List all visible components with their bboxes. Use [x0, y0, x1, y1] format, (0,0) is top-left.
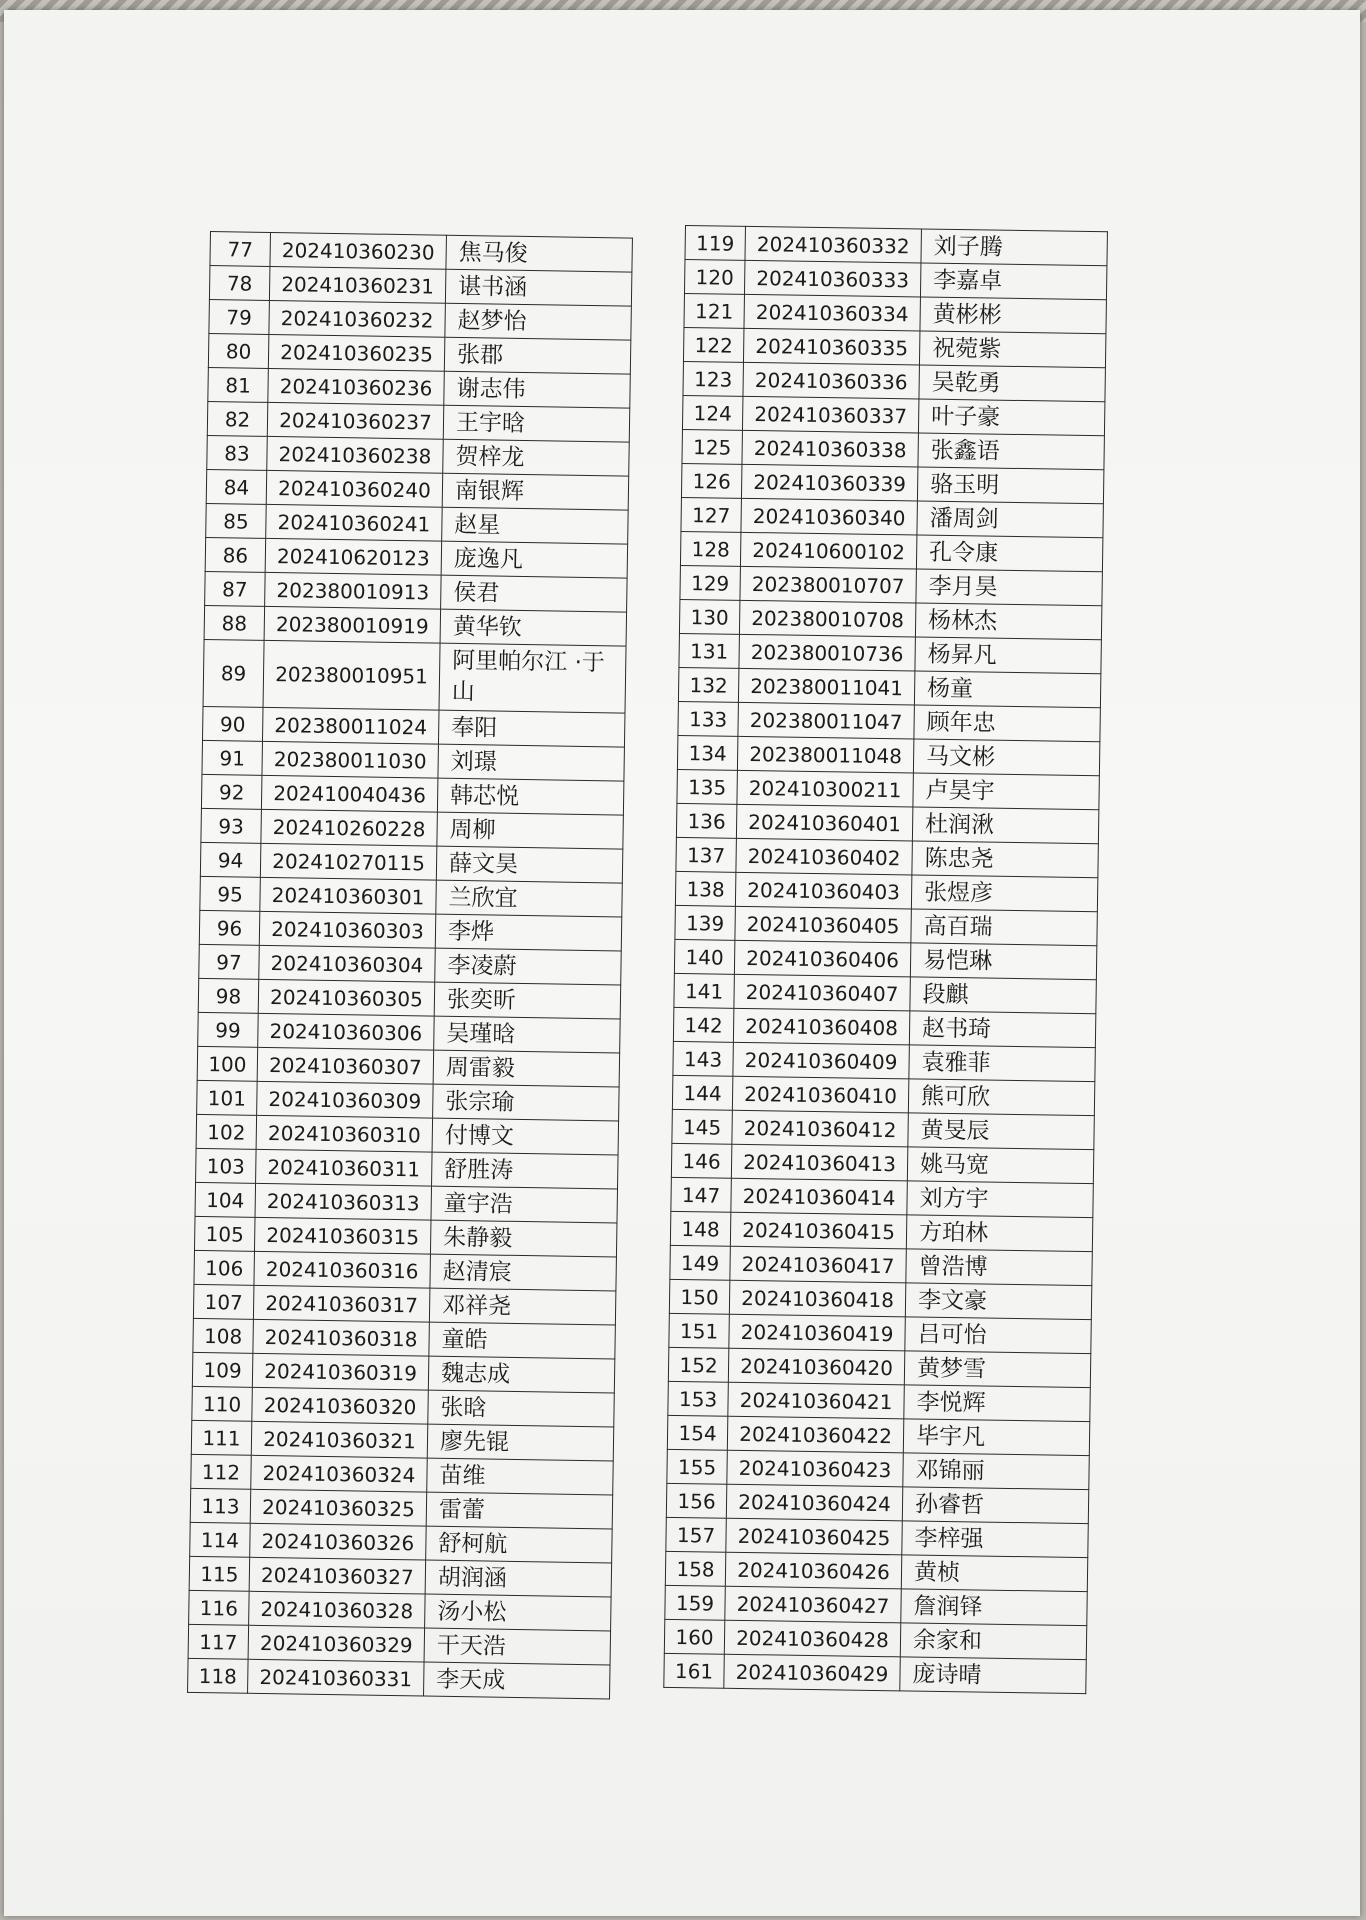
student-name-cell: 刘方宇 [907, 1181, 1093, 1218]
student-name-cell: 张宗瑜 [433, 1084, 620, 1121]
student-id-cell: 202410260228 [261, 809, 438, 846]
student-name-cell: 李天成 [424, 1662, 611, 1699]
row-number-cell: 145 [672, 1109, 732, 1144]
row-number-cell: 92 [201, 774, 262, 809]
roster-table-left-body [188, 232, 633, 1699]
student-id-cell: 202410360420 [728, 1348, 904, 1385]
row-number-cell: 150 [669, 1279, 729, 1314]
row-number-cell: 127 [681, 497, 741, 532]
student-name-cell: 贺梓龙 [443, 439, 630, 476]
student-id-cell: 202410360324 [251, 1455, 428, 1492]
student-name-cell: 黄旻辰 [908, 1113, 1094, 1150]
student-name-cell: 赵书琦 [909, 1011, 1095, 1048]
row-number-cell: 123 [683, 361, 743, 396]
student-name-cell: 李凌蔚 [435, 948, 622, 985]
row-number-cell: 137 [676, 837, 736, 872]
student-name-cell: 吴乾勇 [919, 365, 1105, 402]
row-number-cell: 85 [206, 503, 267, 538]
student-name-cell: 杨童 [914, 671, 1100, 708]
row-number-cell: 149 [670, 1245, 730, 1280]
row-number-cell: 110 [192, 1386, 253, 1421]
student-id-cell: 202410360241 [266, 504, 443, 541]
student-name-cell: 谢志伟 [444, 371, 631, 408]
student-name-cell: 马文彬 [913, 739, 1099, 776]
student-name-cell: 黄彬彬 [920, 297, 1106, 334]
student-id-cell: 202410360305 [258, 979, 435, 1016]
row-number-cell: 144 [672, 1075, 732, 1110]
row-number-cell: 100 [197, 1046, 258, 1081]
student-id-cell: 202380011048 [737, 736, 913, 773]
student-name-cell: 阿里帕尔江 ·于山 [439, 643, 626, 713]
student-name-cell: 焦马俊 [446, 235, 633, 272]
row-number-cell: 148 [670, 1211, 730, 1246]
student-name-cell: 张奕昕 [434, 982, 621, 1019]
student-name-cell: 骆玉明 [917, 467, 1103, 504]
row-number-cell: 138 [675, 871, 735, 906]
student-id-cell: 202410360307 [257, 1047, 434, 1084]
student-name-cell: 刘璟 [438, 744, 625, 781]
row-number-cell: 96 [199, 910, 260, 945]
student-name-cell: 杨林杰 [915, 603, 1101, 640]
student-id-cell: 202410360406 [734, 940, 910, 977]
student-name-cell: 张煜彦 [911, 875, 1097, 912]
student-id-cell: 202380010736 [739, 634, 915, 671]
student-name-cell: 朱静毅 [430, 1220, 617, 1257]
row-number-cell: 133 [678, 701, 738, 736]
row-number-cell: 128 [680, 531, 740, 566]
student-id-cell: 202410360237 [267, 402, 444, 439]
row-number-cell: 99 [198, 1012, 259, 1047]
table-row [188, 1658, 610, 1699]
roster-table-right [663, 225, 1108, 1694]
student-name-cell: 余家和 [900, 1623, 1086, 1660]
row-number-cell: 155 [667, 1449, 727, 1484]
row-number-cell: 147 [671, 1177, 731, 1212]
student-id-cell: 202410360232 [269, 300, 446, 337]
row-number-cell: 154 [667, 1415, 727, 1450]
student-id-cell: 202410360335 [743, 328, 919, 365]
student-name-cell: 周雷毅 [433, 1050, 620, 1087]
row-number-cell: 107 [193, 1284, 254, 1319]
student-id-cell: 202410360336 [743, 362, 919, 399]
student-id-cell: 202410300211 [737, 770, 913, 807]
student-name-cell: 付博文 [432, 1118, 619, 1155]
row-number-cell: 152 [668, 1347, 728, 1382]
student-id-cell: 202410360238 [267, 436, 444, 473]
row-number-cell: 143 [673, 1041, 733, 1076]
student-id-cell: 202410360332 [745, 226, 921, 263]
row-number-cell: 122 [683, 327, 743, 362]
student-id-cell: 202410620123 [265, 538, 442, 575]
student-id-cell: 202410360231 [269, 266, 446, 303]
row-number-cell: 95 [200, 876, 261, 911]
student-name-cell: 童皓 [429, 1322, 616, 1359]
row-number-cell: 153 [668, 1381, 728, 1416]
student-id-cell: 202410360333 [744, 260, 920, 297]
student-id-cell: 202410360340 [741, 498, 917, 535]
row-number-cell: 146 [671, 1143, 731, 1178]
row-number-cell: 140 [674, 939, 734, 974]
row-number-cell: 109 [192, 1352, 253, 1387]
student-id-cell: 202380011024 [262, 707, 439, 744]
student-name-cell: 魏志成 [428, 1356, 615, 1393]
student-id-cell: 202410360427 [725, 1586, 901, 1623]
student-name-cell: 祝菀紫 [919, 331, 1105, 368]
student-id-cell: 202410360424 [726, 1484, 902, 1521]
student-id-cell: 202410360317 [253, 1285, 430, 1322]
row-number-cell: 141 [674, 973, 734, 1008]
student-id-cell: 202410600102 [740, 532, 916, 569]
student-id-cell: 202380011047 [738, 702, 914, 739]
student-name-cell: 姚马宽 [907, 1147, 1093, 1184]
student-name-cell: 邓祥尧 [429, 1288, 616, 1325]
student-id-cell: 202410360417 [730, 1246, 906, 1283]
student-name-cell: 李嘉卓 [920, 263, 1106, 300]
student-id-cell: 202410360419 [729, 1314, 905, 1351]
row-number-cell: 112 [191, 1454, 252, 1489]
student-id-cell: 202410360338 [742, 430, 918, 467]
row-number-cell: 91 [202, 740, 263, 775]
row-number-cell: 97 [199, 944, 260, 979]
row-number-cell: 111 [191, 1420, 252, 1455]
student-name-cell: 熊可欣 [908, 1079, 1094, 1116]
row-number-cell: 151 [669, 1313, 729, 1348]
student-name-cell: 干天浩 [424, 1628, 611, 1665]
student-id-cell: 202410360401 [736, 804, 912, 841]
row-number-cell: 88 [204, 605, 265, 640]
student-name-cell: 陈忠尧 [912, 841, 1098, 878]
student-name-cell: 张鑫语 [918, 433, 1104, 470]
row-number-cell: 160 [664, 1619, 724, 1654]
student-name-cell: 薛文昊 [436, 846, 623, 883]
student-name-cell: 赵梦怡 [445, 303, 632, 340]
student-id-cell: 202410360230 [270, 232, 447, 269]
student-name-cell: 舒柯航 [426, 1526, 613, 1563]
row-number-cell: 125 [682, 429, 742, 464]
roster-table-right-body [664, 226, 1108, 1694]
student-id-cell: 202410360311 [256, 1149, 433, 1186]
row-number-cell: 83 [207, 435, 268, 470]
row-number-cell: 157 [666, 1517, 726, 1552]
student-id-cell: 202410360313 [255, 1183, 432, 1220]
row-number-cell: 93 [201, 808, 262, 843]
student-id-cell: 202410360301 [260, 877, 437, 914]
row-number-cell: 82 [207, 401, 268, 436]
row-number-cell: 80 [208, 333, 269, 368]
student-id-cell: 202410360409 [733, 1042, 909, 1079]
student-id-cell: 202410360405 [735, 906, 911, 943]
row-number-cell: 81 [208, 367, 269, 402]
row-number-cell: 94 [200, 842, 261, 877]
row-number-cell: 131 [679, 633, 739, 668]
student-id-cell: 202410040436 [261, 775, 438, 812]
student-name-cell: 庞诗晴 [900, 1657, 1086, 1694]
student-name-cell: 潘周剑 [917, 501, 1103, 538]
student-name-cell: 邓锦丽 [903, 1453, 1089, 1490]
row-number-cell: 98 [198, 978, 259, 1013]
student-name-cell: 段麒 [910, 977, 1096, 1014]
row-number-cell: 121 [684, 293, 744, 328]
roster-table-left [187, 231, 633, 1699]
row-number-cell: 114 [190, 1522, 251, 1557]
row-number-cell: 119 [685, 226, 745, 261]
row-number-cell: 118 [188, 1658, 249, 1693]
student-name-cell: 黄桢 [901, 1555, 1087, 1592]
student-name-cell: 廖先锟 [427, 1424, 614, 1461]
student-name-cell: 曾浩博 [906, 1249, 1092, 1286]
row-number-cell: 132 [678, 667, 738, 702]
student-id-cell: 202380010707 [740, 566, 916, 603]
student-name-cell: 赵星 [442, 507, 629, 544]
student-id-cell: 202410360303 [259, 911, 436, 948]
student-id-cell: 202380010951 [263, 640, 440, 710]
row-number-cell: 139 [675, 905, 735, 940]
student-name-cell: 胡润涵 [425, 1560, 612, 1597]
row-number-cell: 130 [679, 599, 739, 634]
student-id-cell: 202410360320 [252, 1387, 429, 1424]
row-number-cell: 135 [677, 769, 737, 804]
student-id-cell: 202410360316 [254, 1251, 431, 1288]
student-id-cell: 202410360315 [254, 1217, 431, 1254]
student-name-cell: 易恺琳 [910, 943, 1096, 980]
student-id-cell: 202410360310 [256, 1115, 433, 1152]
student-id-cell: 202410360318 [253, 1319, 430, 1356]
row-number-cell: 105 [194, 1216, 255, 1251]
student-name-cell: 庞逸凡 [441, 541, 628, 578]
row-number-cell: 113 [190, 1488, 251, 1523]
row-number-cell: 101 [197, 1080, 258, 1115]
student-name-cell: 吕可怡 [905, 1317, 1091, 1354]
student-id-cell: 202410360236 [268, 368, 445, 405]
student-name-cell: 李悦辉 [904, 1385, 1090, 1422]
student-id-cell: 202410360327 [249, 1557, 426, 1594]
student-name-cell: 苗维 [427, 1458, 614, 1495]
row-number-cell: 108 [193, 1318, 254, 1353]
student-id-cell: 202410360321 [251, 1421, 428, 1458]
student-name-cell: 奉阳 [438, 710, 625, 747]
student-id-cell: 202410360328 [249, 1591, 426, 1628]
student-name-cell: 杨昇凡 [915, 637, 1101, 674]
student-name-cell: 顾年忠 [914, 705, 1100, 742]
student-name-cell: 李文豪 [905, 1283, 1091, 1320]
student-name-cell: 李月昊 [916, 569, 1102, 606]
student-name-cell: 高百瑞 [911, 909, 1097, 946]
student-name-cell: 舒胜涛 [432, 1152, 619, 1189]
student-id-cell: 202410360403 [735, 872, 911, 909]
student-id-cell: 202410360421 [728, 1382, 904, 1419]
student-name-cell: 谌书涵 [445, 269, 632, 306]
row-number-cell: 90 [202, 706, 263, 741]
paper-sheet [4, 10, 1360, 1916]
student-name-cell: 张晗 [428, 1390, 615, 1427]
row-number-cell: 142 [673, 1007, 733, 1042]
row-number-cell: 78 [209, 266, 270, 301]
student-id-cell: 202410360306 [258, 1013, 435, 1050]
student-id-cell: 202410360319 [252, 1353, 429, 1390]
student-id-cell: 202410360412 [732, 1110, 908, 1147]
row-number-cell: 134 [677, 735, 737, 770]
student-id-cell: 202410360240 [266, 470, 443, 507]
row-number-cell: 106 [194, 1250, 255, 1285]
student-name-cell: 兰欣宜 [436, 880, 623, 917]
row-number-cell: 117 [188, 1624, 249, 1659]
student-id-cell: 202410360408 [733, 1008, 909, 1045]
student-id-cell: 202410360339 [741, 464, 917, 501]
student-name-cell: 黄梦雪 [904, 1351, 1090, 1388]
row-number-cell: 129 [680, 565, 740, 600]
student-id-cell: 202410360331 [248, 1659, 425, 1696]
student-name-cell: 张郡 [444, 337, 631, 374]
row-number-cell: 116 [189, 1590, 250, 1625]
table-row [203, 639, 626, 713]
row-number-cell: 126 [681, 463, 741, 498]
student-id-cell: 202410360414 [731, 1178, 907, 1215]
table-row [664, 1653, 1086, 1693]
student-id-cell: 202380010919 [264, 606, 441, 643]
row-number-cell: 124 [682, 395, 742, 430]
student-name-cell: 吴瑾晗 [434, 1016, 621, 1053]
student-id-cell: 202410360326 [250, 1523, 427, 1560]
student-id-cell: 202410360428 [724, 1620, 900, 1657]
student-id-cell: 202410360309 [257, 1081, 434, 1118]
student-name-cell: 刘子腾 [921, 229, 1107, 266]
student-id-cell: 202410360426 [725, 1552, 901, 1589]
student-name-cell: 雷蕾 [426, 1492, 613, 1529]
student-id-cell: 202410360329 [248, 1625, 425, 1662]
row-number-cell: 158 [665, 1551, 725, 1586]
student-id-cell: 202410360410 [732, 1076, 908, 1113]
student-name-cell: 赵清宸 [430, 1254, 617, 1291]
student-name-cell: 王宇晗 [443, 405, 630, 442]
row-number-cell: 103 [196, 1148, 257, 1183]
student-name-cell: 南银辉 [442, 473, 629, 510]
student-id-cell: 202380011041 [738, 668, 914, 705]
student-id-cell: 202410360425 [726, 1518, 902, 1555]
student-id-cell: 202410360407 [734, 974, 910, 1011]
student-name-cell: 詹润铎 [901, 1589, 1087, 1626]
student-id-cell: 202410360304 [259, 945, 436, 982]
student-name-cell: 李烨 [435, 914, 622, 951]
student-name-cell: 方珀林 [906, 1215, 1092, 1252]
student-name-cell: 侯君 [441, 575, 628, 612]
row-number-cell: 84 [206, 469, 267, 504]
student-id-cell: 202410360402 [736, 838, 912, 875]
row-number-cell: 87 [205, 571, 266, 606]
student-id-cell: 202380010708 [739, 600, 915, 637]
row-number-cell: 102 [196, 1114, 257, 1149]
student-name-cell: 李梓强 [902, 1521, 1088, 1558]
student-name-cell: 杜润湫 [912, 807, 1098, 844]
student-id-cell: 202410360429 [724, 1654, 900, 1691]
student-name-cell: 黄华钦 [440, 609, 627, 646]
student-id-cell: 202410360418 [729, 1280, 905, 1317]
row-number-cell: 159 [665, 1585, 725, 1620]
row-number-cell: 120 [684, 260, 744, 295]
student-name-cell: 汤小松 [425, 1594, 612, 1631]
row-number-cell: 77 [210, 232, 271, 267]
student-name-cell: 叶子豪 [918, 399, 1104, 436]
row-number-cell: 115 [189, 1556, 250, 1591]
student-id-cell: 202410360415 [730, 1212, 906, 1249]
student-id-cell: 202410270115 [260, 843, 437, 880]
student-id-cell: 202380010913 [265, 572, 442, 609]
student-id-cell: 202410360235 [268, 334, 445, 371]
row-number-cell: 136 [676, 803, 736, 838]
row-number-cell: 156 [666, 1483, 726, 1518]
student-id-cell: 202410360337 [742, 396, 918, 433]
student-id-cell: 202410360423 [727, 1450, 903, 1487]
student-name-cell: 周柳 [437, 812, 624, 849]
student-id-cell: 202410360325 [250, 1489, 427, 1526]
row-number-cell: 89 [203, 639, 264, 707]
row-number-cell: 161 [664, 1653, 724, 1688]
row-number-cell: 86 [205, 537, 266, 572]
student-name-cell: 韩芯悦 [437, 778, 624, 815]
student-id-cell: 202410360413 [731, 1144, 907, 1181]
row-number-cell: 79 [209, 299, 270, 334]
student-name-cell: 童宇浩 [431, 1186, 618, 1223]
student-name-cell: 孙睿哲 [902, 1487, 1088, 1524]
student-name-cell: 卢昊宇 [913, 773, 1099, 810]
student-id-cell: 202380011030 [262, 741, 439, 778]
student-name-cell: 毕宇凡 [903, 1419, 1089, 1456]
row-number-cell: 104 [195, 1182, 256, 1217]
student-id-cell: 202410360422 [727, 1416, 903, 1453]
student-name-cell: 袁雅菲 [909, 1045, 1095, 1082]
student-id-cell: 202410360334 [744, 294, 920, 331]
student-name-cell: 孔令康 [916, 535, 1102, 572]
